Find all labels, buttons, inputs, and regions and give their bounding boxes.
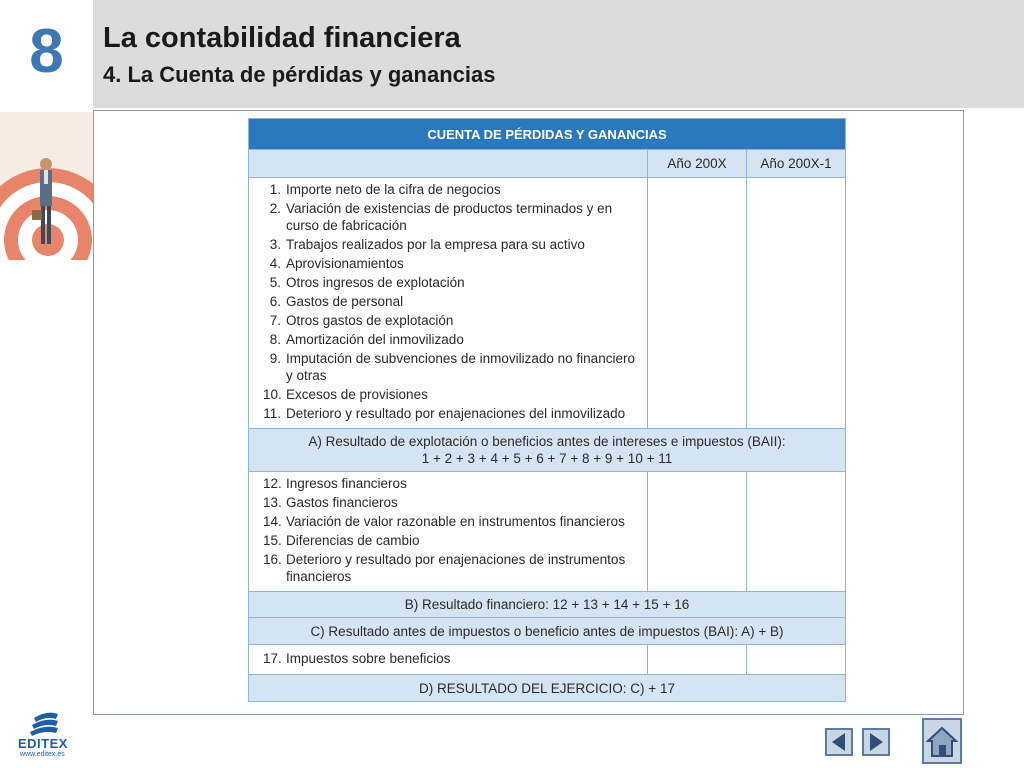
column-header-prev-year: Año 200X-1 [747,150,846,178]
value-cell [648,645,747,675]
item-text: Deterioro y resultado por enajenaciones del inmovilizado [286,406,626,421]
chapter-number: 8 [29,17,64,86]
item-text: Variación de existencias de productos terminados y en curso de fabricación [286,201,613,233]
list-item [263,650,641,667]
operating-items-cell [249,178,648,429]
page-subtitle: 4. La Cuenta de pérdidas y ganancias [103,62,496,87]
item-text: Deterioro y resultado por enajenaciones de instrumentos financieros [286,552,626,584]
list-item [263,236,641,253]
item-number: 14. [263,514,282,529]
item-text: Diferencias de cambio [286,533,420,548]
item-text: Gastos financieros [286,495,398,510]
column-header-year: Año 200X [648,150,747,178]
item-text: Importe neto de la cifra de negocios [286,182,501,197]
list-item [263,255,641,272]
list-item [263,331,641,348]
result-c-row: C) Resultado antes de impuestos o beneficio antes de impuestos (BAI): A) + B) [249,618,846,645]
item-number: 2. [269,201,281,216]
result-a-formula: 1 + 2 + 3 + 4 + 5 + 6 + 7 + 8 + 9 + 10 + 11 [421,451,673,466]
item-number: 6. [269,294,281,309]
item-text: Trabajos realizados por la empresa para su activo [286,237,585,252]
value-cell [648,178,747,429]
result-d-row: D) RESULTADO DEL EJERCICIO: C) + 17 [249,675,846,702]
item-number: 13. [263,495,282,510]
previous-slide-button[interactable] [825,728,853,756]
item-number: 3. [269,237,281,252]
editex-url[interactable]: www.editex.es [20,751,65,758]
income-statement-table [248,118,846,702]
list-item [263,181,641,198]
item-number: 17. [263,651,282,666]
next-slide-button[interactable] [862,728,890,756]
financial-items-cell [249,472,648,592]
value-cell [648,472,747,592]
editex-logo-text: EDITEX [18,736,68,751]
item-text: Impuestos sobre beneficios [286,651,451,666]
item-text: Imputación de subvenciones de inmovilizado no financiero y otras [286,351,635,383]
list-item [263,405,641,422]
page-title: La contabilidad financiera [103,22,461,54]
result-a-row [249,429,846,472]
operating-items-list [263,181,641,422]
house-icon [924,720,960,762]
value-cell [747,178,846,429]
home-button[interactable] [922,718,962,764]
item-number: 4. [269,256,281,271]
item-text: Gastos de personal [286,294,404,309]
item-text: Amortización del inmovilizado [286,332,464,347]
item-text: Otros gastos de explotación [286,313,454,328]
list-item [263,532,641,549]
item-number: 11. [263,406,281,421]
value-cell [747,472,846,592]
tax-item-cell [249,645,648,675]
result-a-label: A) Resultado de explotación o beneficios antes de intereses e impuestos (BAII): [308,434,786,449]
triangle-right-icon [864,730,888,754]
item-text: Otros ingresos de explotación [286,275,465,290]
list-item [263,293,641,310]
item-number: 5. [269,275,281,290]
item-number: 7. [269,313,281,328]
item-number: 16. [263,552,282,567]
list-item [263,494,641,511]
item-number: 8. [269,332,281,347]
table-title: CUENTA DE PÉRDIDAS Y GANANCIAS [249,119,846,150]
item-text: Variación de valor razonable en instrumentos financieros [286,514,625,529]
list-item [263,200,641,234]
triangle-left-icon [827,730,851,754]
target-illustration [0,112,93,260]
value-cell [747,645,846,675]
item-text: Ingresos financieros [286,476,407,491]
financial-items-list [263,475,641,585]
list-item [263,551,641,585]
item-number: 12. [263,476,282,491]
list-item [263,274,641,291]
item-number: 15. [263,533,282,548]
item-text: Excesos de provisiones [286,387,428,402]
item-text: Aprovisionamientos [286,256,404,271]
column-header-concept [249,150,648,178]
item-number: 1. [269,182,281,197]
list-item [263,312,641,329]
list-item [263,475,641,492]
list-item [263,350,641,384]
item-number: 10. [263,387,282,402]
result-b-row: B) Resultado financiero: 12 + 13 + 14 + 15 + 16 [249,592,846,618]
list-item [263,513,641,530]
list-item [263,386,641,403]
item-number: 9. [269,351,281,366]
